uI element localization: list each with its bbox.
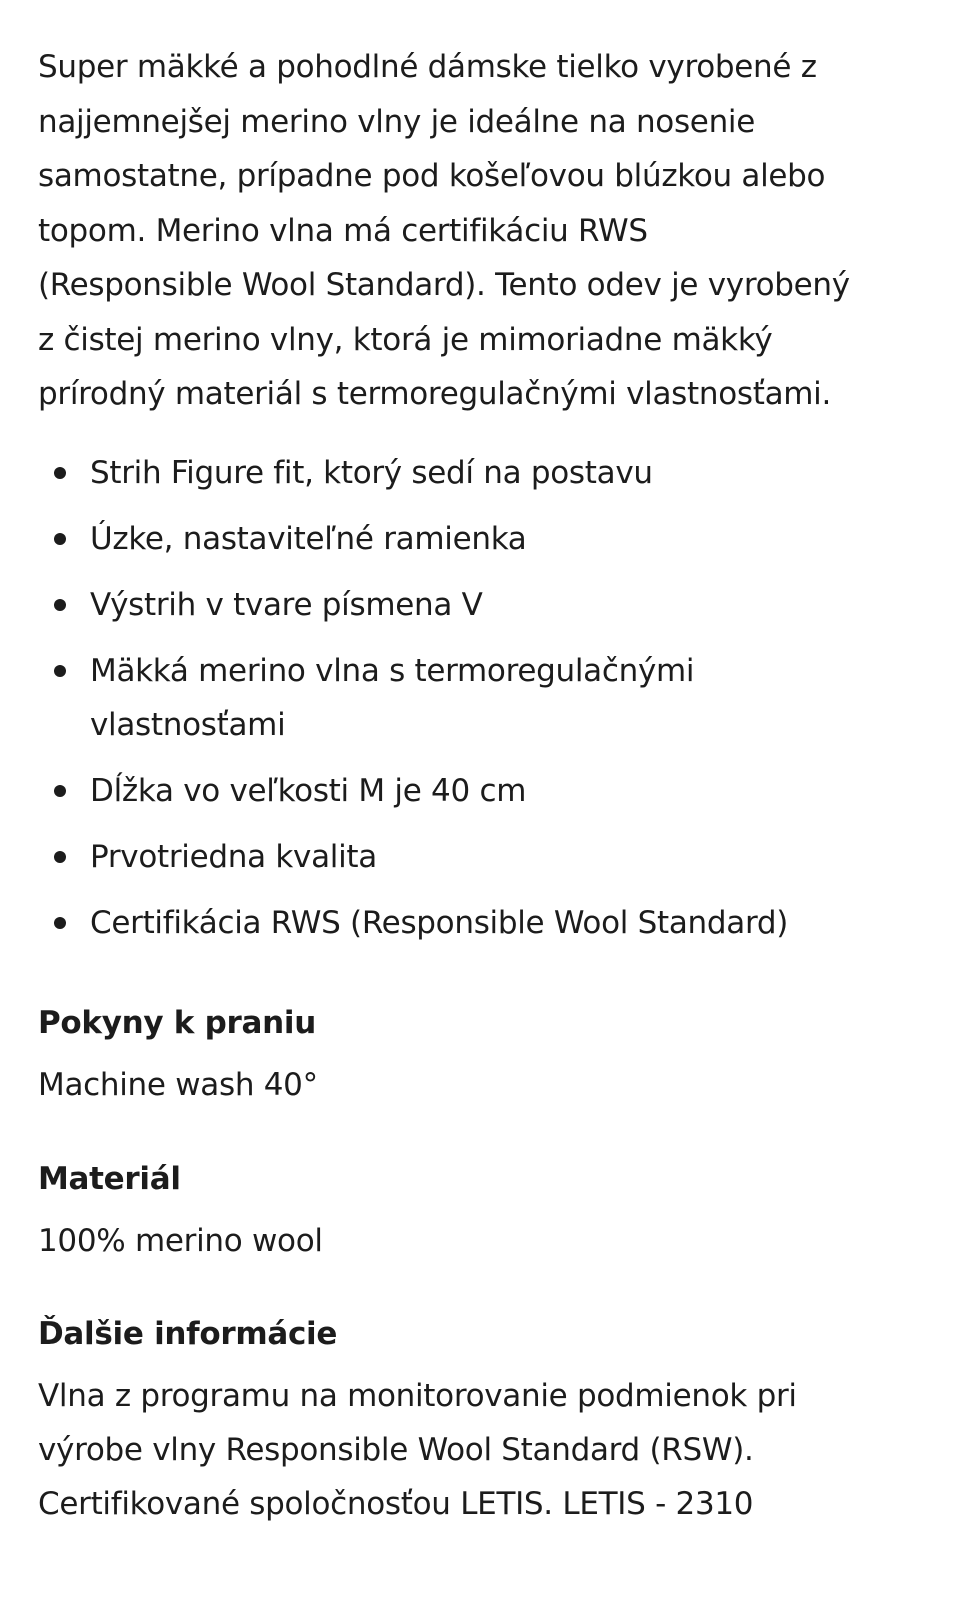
feature-item bbox=[38, 578, 938, 632]
washing-instructions-heading: Pokyny k praniu bbox=[38, 1005, 316, 1041]
intro-line: z čistej merino vlny, ktorá je mimoriadne mäkký bbox=[38, 321, 773, 358]
additional-info-line: Certifikované spoločnosťou LETIS. LETIS - 2310 bbox=[38, 1486, 754, 1522]
feature-item bbox=[38, 896, 938, 950]
intro-line: topom. Merino vlna má certifikáciu RWS bbox=[38, 212, 648, 249]
feature-item bbox=[38, 512, 938, 566]
washing-instructions-section bbox=[38, 996, 938, 1112]
material-heading: Materiál bbox=[38, 1161, 181, 1197]
feature-text: Výstrih v tvare písmena V bbox=[90, 587, 483, 623]
additional-info-heading: Ďalšie informácie bbox=[38, 1316, 338, 1352]
bullet-icon bbox=[54, 917, 66, 929]
feature-list-container bbox=[38, 446, 938, 962]
intro-line: prírodný materiál s termoregulačnými vlastnosťami. bbox=[38, 376, 832, 412]
additional-info-line: Vlna z programu na monitorovanie podmienok pri bbox=[38, 1378, 797, 1414]
bullet-icon bbox=[54, 785, 66, 797]
bullet-icon bbox=[54, 851, 66, 863]
feature-text: Certifikácia RWS (Responsible Wool Standard) bbox=[90, 905, 789, 941]
intro-line: samostatne, prípadne pod košeľovou blúzkou alebo bbox=[38, 158, 826, 194]
feature-item bbox=[38, 764, 938, 818]
additional-info-section bbox=[38, 1307, 938, 1531]
additional-info-line: výrobe vlny Responsible Wool Standard (RSW). bbox=[38, 1432, 754, 1468]
feature-text: Mäkká merino vlna s termoregulačnými vlastnosťami bbox=[90, 653, 695, 743]
bullet-icon bbox=[54, 665, 66, 677]
additional-info-text bbox=[38, 1369, 938, 1531]
feature-list bbox=[38, 446, 938, 950]
bullet-icon bbox=[54, 599, 66, 611]
bullet-icon bbox=[54, 467, 66, 479]
bullet-icon bbox=[54, 533, 66, 545]
intro-line: Super mäkké a pohodlné dámske tielko vyrobené z bbox=[38, 49, 817, 85]
material-section bbox=[38, 1152, 938, 1268]
feature-item bbox=[38, 446, 938, 500]
feature-text: Dĺžka vo veľkosti M je 40 cm bbox=[90, 773, 527, 809]
intro-line: najjemnejšej merino vlny je ideálne na nosenie bbox=[38, 103, 756, 140]
feature-text: Prvotriedna kvalita bbox=[90, 839, 377, 875]
washing-instructions-text: Machine wash 40° bbox=[38, 1067, 318, 1103]
material-text: 100% merino wool bbox=[38, 1223, 323, 1259]
feature-item bbox=[38, 830, 938, 884]
intro-line: (Responsible Wool Standard). Tento odev je vyrobený bbox=[38, 267, 850, 303]
feature-item bbox=[38, 644, 810, 752]
feature-text: Úzke, nastaviteľné ramienka bbox=[90, 521, 527, 557]
product-description-intro bbox=[38, 40, 941, 422]
feature-text: Strih Figure fit, ktorý sedí na postavu bbox=[90, 455, 653, 491]
